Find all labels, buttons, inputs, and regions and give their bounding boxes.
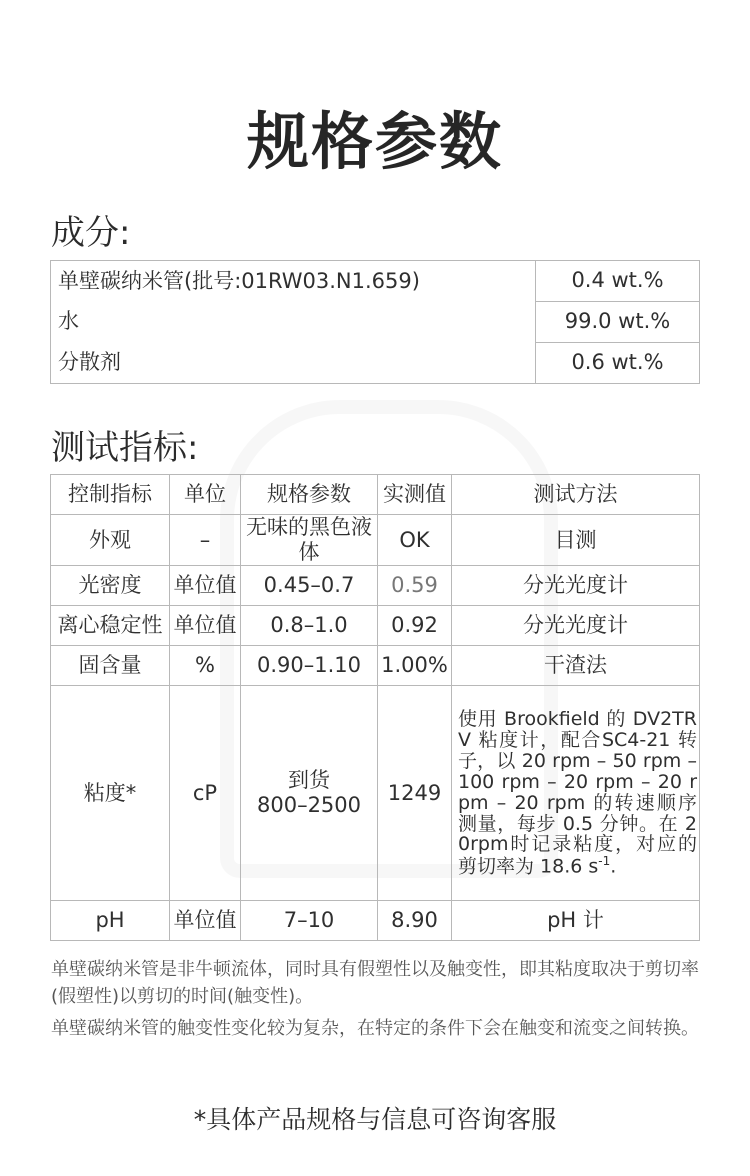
component-value: 0.6 wt.% xyxy=(536,343,700,384)
table-row xyxy=(51,261,700,302)
test-method: pH 计 xyxy=(452,901,700,941)
test-measured: 1.00% xyxy=(378,646,452,686)
test-item: 光密度 xyxy=(51,566,170,606)
tests-table xyxy=(50,474,700,941)
test-measured: 1249 xyxy=(378,686,452,901)
test-item: pH xyxy=(51,901,170,941)
spec-line: 800–2500 xyxy=(256,793,362,818)
column-header: 控制指标 xyxy=(51,475,170,515)
test-unit: % xyxy=(170,646,241,686)
method-superscript: -1 xyxy=(598,854,611,869)
test-spec: 0.45–0.7 xyxy=(241,566,378,606)
test-spec: 无味的黑色液体 xyxy=(241,515,378,566)
table-row xyxy=(51,515,700,566)
table-row xyxy=(51,566,700,606)
note-paragraph: 单壁碳纳米管的触变性变化较为复杂，在特定的条件下会在触变和流变之间转换。 xyxy=(51,1018,699,1039)
test-spec: 0.90–1.10 xyxy=(241,646,378,686)
test-measured: 8.90 xyxy=(378,901,452,941)
method-text: 使用 Brookfield 的 DV2TRV 粘度计，配合SC4-21 转子，以 20 rpm – 50 rpm –100 rpm – 20 rpm – 20 rpm – 20 rpm 的转速顺序测量，每步 0.5 分钟。在 20rpm时记录粘度，对应的剪切率为 18.6 s xyxy=(458,708,697,878)
test-unit: 单位值 xyxy=(170,901,241,941)
test-unit: cP xyxy=(170,686,241,901)
component-name: 单壁碳纳米管(批号:01RW03.N1.659) xyxy=(51,261,536,302)
test-method xyxy=(452,686,700,901)
test-item: 离心稳定性 xyxy=(51,606,170,646)
table-header-row xyxy=(51,475,700,515)
table-row xyxy=(51,343,700,384)
component-value: 99.0 wt.% xyxy=(536,302,700,343)
test-spec: 7–10 xyxy=(241,901,378,941)
test-unit: 单位值 xyxy=(170,606,241,646)
test-spec xyxy=(241,686,378,901)
note-paragraph: 单壁碳纳米管是非牛顿流体，同时具有假塑性以及触变性，即其粘度取决于剪切率(假塑性)以剪切的时间(触变性)。 xyxy=(51,959,699,1007)
page-title: 规格参数 xyxy=(246,105,503,178)
test-item: 粘度* xyxy=(51,686,170,901)
test-method: 分光光度计 xyxy=(452,566,700,606)
table-row xyxy=(51,686,700,901)
test-item: 外观 xyxy=(51,515,170,566)
component-name: 水 xyxy=(51,302,536,343)
test-measured: 0.59 xyxy=(378,566,452,606)
test-measured: 0.92 xyxy=(378,606,452,646)
test-method: 干渣法 xyxy=(452,646,700,686)
table-row xyxy=(51,302,700,343)
test-unit: – xyxy=(170,515,241,566)
test-unit: 单位值 xyxy=(170,566,241,606)
method-end: . xyxy=(610,855,617,878)
component-value: 0.4 wt.% xyxy=(536,261,700,302)
table-row xyxy=(51,901,700,941)
component-name: 分散剂 xyxy=(51,343,536,384)
test-measured: OK xyxy=(378,515,452,566)
test-method: 分光光度计 xyxy=(452,606,700,646)
column-header: 测试方法 xyxy=(452,475,700,515)
test-method: 目测 xyxy=(452,515,700,566)
column-header: 实测值 xyxy=(378,475,452,515)
composition-table xyxy=(50,260,700,384)
column-header: 规格参数 xyxy=(241,475,378,515)
spec-line: 到货 xyxy=(288,768,330,793)
composition-heading: 成分: xyxy=(51,213,131,253)
footer-note: *具体产品规格与信息可咨询客服 xyxy=(193,1105,557,1134)
test-spec: 0.8–1.0 xyxy=(241,606,378,646)
tests-heading: 测试指标: xyxy=(51,428,199,468)
column-header: 单位 xyxy=(170,475,241,515)
test-item: 固含量 xyxy=(51,646,170,686)
table-row xyxy=(51,646,700,686)
table-row xyxy=(51,606,700,646)
